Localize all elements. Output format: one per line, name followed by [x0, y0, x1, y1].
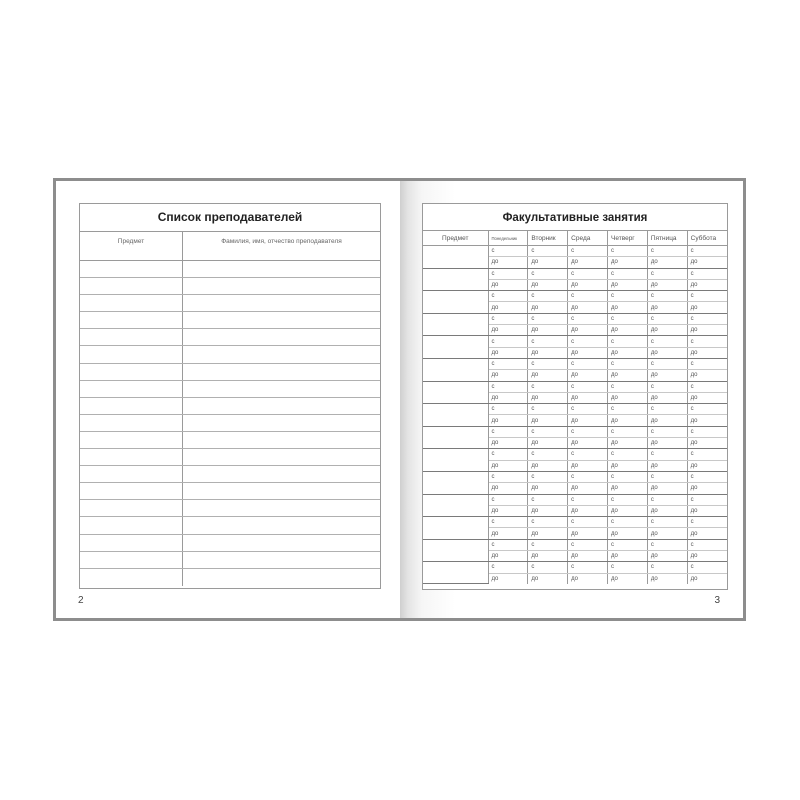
time-from-cell: с [687, 268, 727, 279]
time-to-cell: до [568, 460, 608, 471]
time-to-cell: до [568, 392, 608, 403]
time-to-cell: до [647, 347, 687, 358]
time-from-cell: с [607, 358, 647, 369]
time-to-cell: до [528, 392, 568, 403]
teacher-subject-cell [80, 432, 183, 448]
right-page [400, 181, 743, 618]
teacher-subject-cell [80, 415, 183, 431]
time-from-cell: с [528, 246, 568, 257]
day-header-thursday: Четверг [607, 231, 647, 246]
time-to-cell: до [528, 460, 568, 471]
time-from-cell: с [568, 291, 608, 302]
teacher-row [80, 329, 380, 346]
time-to-cell: до [647, 573, 687, 584]
elective-subject-cell [423, 381, 488, 404]
time-to-cell: до [607, 392, 647, 403]
time-from-cell: с [607, 404, 647, 415]
time-to-cell: до [687, 460, 727, 471]
time-to-cell: до [488, 551, 528, 562]
time-to-cell: до [687, 528, 727, 539]
time-to-cell: до [488, 528, 528, 539]
time-from-cell: с [607, 268, 647, 279]
time-to-cell: до [568, 528, 608, 539]
elective-subject-cell [423, 426, 488, 449]
teacher-subject-cell [80, 466, 183, 482]
teacher-row [80, 483, 380, 500]
time-to-cell: до [528, 370, 568, 381]
time-to-cell: до [488, 347, 528, 358]
time-from-cell: с [687, 426, 727, 437]
time-from-cell: с [607, 471, 647, 482]
time-to-cell: до [687, 483, 727, 494]
time-to-cell: до [488, 325, 528, 336]
day-header-saturday: Суббота [687, 231, 727, 246]
time-from-cell: с [568, 562, 608, 573]
time-from-cell: с [607, 313, 647, 324]
time-to-cell: до [528, 483, 568, 494]
time-from-cell: с [568, 539, 608, 550]
time-from-cell: с [488, 381, 528, 392]
teacher-subject-cell [80, 346, 183, 362]
teacher-subject-cell [80, 329, 183, 345]
time-from-cell: с [488, 517, 528, 528]
electives-rows [423, 246, 727, 584]
teachers-list-table [79, 203, 381, 589]
time-to-cell: до [488, 505, 528, 516]
time-to-cell: до [687, 505, 727, 516]
teacher-row [80, 466, 380, 483]
teacher-name-cell [183, 483, 380, 499]
time-to-cell: до [647, 483, 687, 494]
teacher-subject-cell [80, 295, 183, 311]
time-from-cell: с [687, 336, 727, 347]
time-from-cell: с [488, 246, 528, 257]
time-to-cell: до [568, 415, 608, 426]
page-number-left: 2 [78, 595, 84, 606]
time-to-cell: до [488, 279, 528, 290]
time-to-cell: до [647, 460, 687, 471]
time-to-cell: до [607, 257, 647, 268]
teacher-name-cell [183, 500, 380, 516]
time-to-cell: до [528, 347, 568, 358]
teacher-row [80, 381, 380, 398]
time-from-cell: с [647, 517, 687, 528]
time-from-cell: с [647, 426, 687, 437]
electives-header-row [423, 231, 727, 246]
electives-schedule-grid [423, 231, 727, 584]
teacher-subject-cell [80, 398, 183, 414]
time-from-cell: с [607, 336, 647, 347]
open-book-spread [53, 178, 746, 621]
time-to-cell: до [687, 415, 727, 426]
time-from-cell: с [607, 539, 647, 550]
time-from-cell: с [528, 517, 568, 528]
teacher-subject-cell [80, 535, 183, 551]
time-from-cell: с [568, 246, 608, 257]
time-to-cell: до [568, 347, 608, 358]
electives-subject-header: Предмет [423, 231, 488, 246]
elective-subject-cell [423, 562, 488, 584]
time-to-cell: до [488, 370, 528, 381]
teacher-row [80, 500, 380, 517]
time-to-cell: до [690, 575, 698, 582]
elective-row-from [423, 494, 727, 505]
time-from-cell: с [488, 562, 528, 573]
teachers-list-rows [80, 261, 380, 586]
elective-row-from [423, 336, 727, 347]
time-to-cell: до [607, 325, 647, 336]
time-from-cell: с [687, 381, 727, 392]
teacher-name-cell [183, 312, 380, 328]
elective-row-from [423, 313, 727, 324]
time-to-cell: до [528, 573, 568, 584]
time-from-cell: с [568, 494, 608, 505]
teacher-name-cell [183, 535, 380, 551]
time-from-cell: с [528, 313, 568, 324]
teacher-row [80, 398, 380, 415]
elective-row-from [423, 268, 727, 279]
teacher-name-cell [183, 364, 380, 380]
time-to-cell: до [528, 551, 568, 562]
time-to-cell: до [607, 438, 647, 449]
time-from-cell: с [488, 494, 528, 505]
teacher-name-cell [183, 517, 380, 533]
time-from-cell: с [488, 336, 528, 347]
time-from-cell: с [568, 358, 608, 369]
teacher-subject-cell [80, 261, 183, 277]
teacher-name-column-header: Фамилия, имя, отчество преподавателя [221, 238, 342, 245]
elective-row-from [423, 381, 727, 392]
time-to-cell: до [647, 438, 687, 449]
time-from-cell: с [607, 562, 647, 573]
time-to-cell: до [647, 415, 687, 426]
time-to-cell: до [687, 279, 727, 290]
teacher-name-cell [183, 398, 380, 414]
teacher-row [80, 432, 380, 449]
time-to-cell: до [647, 392, 687, 403]
time-to-cell: до [687, 325, 727, 336]
time-to-cell: до [607, 415, 647, 426]
time-from-cell: с [488, 471, 528, 482]
time-to-cell: до [528, 415, 568, 426]
time-to-cell: до [607, 370, 647, 381]
teacher-subject-cell [80, 552, 183, 568]
left-page [56, 181, 400, 618]
time-from-cell: с [687, 246, 727, 257]
time-from-cell: с [568, 404, 608, 415]
time-to-cell: до [687, 257, 727, 268]
time-from-cell: с [528, 426, 568, 437]
time-from-cell: с [647, 246, 687, 257]
time-to-cell: до [568, 325, 608, 336]
teacher-name-cell [183, 432, 380, 448]
teacher-subject-cell [80, 364, 183, 380]
page-number-right: 3 [714, 595, 720, 606]
subject-column-header: Предмет [117, 238, 145, 245]
teacher-row [80, 364, 380, 381]
time-from-cell: с [528, 494, 568, 505]
time-from-cell: с [687, 562, 727, 573]
time-from-cell: с [488, 313, 528, 324]
time-to-cell: до [568, 438, 608, 449]
time-from-cell: с [488, 404, 528, 415]
time-to-cell: до [568, 370, 608, 381]
time-to-cell: до [607, 347, 647, 358]
teacher-subject-cell [80, 483, 183, 499]
teacher-name-cell [183, 295, 380, 311]
time-from-cell: с [528, 336, 568, 347]
elective-subject-cell [423, 336, 488, 359]
time-from-cell: с [647, 562, 687, 573]
time-from-cell: с [528, 562, 568, 573]
time-from-cell: с [687, 291, 727, 302]
time-from-cell: с [647, 539, 687, 550]
day-header-wednesday: Среда [568, 231, 608, 246]
elective-subject-cell [423, 246, 488, 269]
time-to-cell: до [568, 257, 608, 268]
time-to-cell: до [528, 505, 568, 516]
time-from-cell: с [687, 358, 727, 369]
teachers-list-header [80, 232, 380, 261]
time-from-cell: с [607, 291, 647, 302]
time-from-cell: с [607, 517, 647, 528]
elective-subject-cell [423, 313, 488, 336]
time-to-cell: до [687, 551, 727, 562]
teacher-name-cell [183, 329, 380, 345]
time-to-cell: до [488, 302, 528, 313]
elective-row-from [423, 471, 727, 482]
time-to-cell: до [687, 347, 727, 358]
time-to-cell: до [647, 528, 687, 539]
teacher-subject-cell [80, 517, 183, 533]
time-to-cell: до [488, 257, 528, 268]
elective-subject-cell [423, 471, 488, 494]
teacher-name-cell [183, 278, 380, 294]
teacher-row [80, 517, 380, 534]
time-to-cell: до [647, 257, 687, 268]
teacher-row [80, 278, 380, 295]
teacher-row [80, 312, 380, 329]
time-from-cell: с [687, 471, 727, 482]
time-to-cell: до [528, 279, 568, 290]
time-from-cell: с [568, 449, 608, 460]
time-to-cell: до [647, 325, 687, 336]
time-from-cell: с [528, 539, 568, 550]
time-to-cell: до [647, 505, 687, 516]
time-to-cell: до [488, 392, 528, 403]
time-to-cell: до [687, 370, 727, 381]
time-from-cell: с [488, 268, 528, 279]
time-to-cell: до [568, 505, 608, 516]
time-to-cell: до [607, 505, 647, 516]
time-from-cell: с [528, 291, 568, 302]
elective-row-from [423, 246, 727, 257]
time-from-cell: с [528, 471, 568, 482]
elective-subject-cell [423, 358, 488, 381]
elective-subject-cell [423, 291, 488, 314]
day-header-monday: Понедельник [488, 231, 528, 246]
elective-row-from [423, 517, 727, 528]
elective-row-from [423, 426, 727, 437]
time-from-cell: с [528, 404, 568, 415]
time-from-cell: с [607, 426, 647, 437]
time-to-cell: до [647, 302, 687, 313]
time-to-cell: до [607, 302, 647, 313]
teacher-name-cell [183, 552, 380, 568]
teacher-name-cell [183, 449, 380, 465]
time-from-cell: с [647, 313, 687, 324]
time-from-cell: с [647, 291, 687, 302]
time-from-cell: с [528, 358, 568, 369]
time-to-cell: до [528, 438, 568, 449]
teachers-list-title: Список преподавателей [80, 204, 380, 232]
time-to-cell: до [568, 573, 608, 584]
elective-subject-cell [423, 268, 488, 291]
teacher-subject-cell [80, 312, 183, 328]
time-to-cell: до [568, 279, 608, 290]
time-to-cell: до [488, 573, 528, 584]
teacher-subject-cell [80, 381, 183, 397]
day-header-friday: Пятница [647, 231, 687, 246]
time-to-cell: до [488, 483, 528, 494]
time-to-cell: до [647, 370, 687, 381]
teacher-row [80, 535, 380, 552]
time-from-cell: с [647, 268, 687, 279]
teacher-row [80, 552, 380, 569]
time-from-cell: с [607, 246, 647, 257]
teacher-name-cell [183, 569, 380, 586]
time-to-cell: до [607, 483, 647, 494]
time-from-cell: с [568, 268, 608, 279]
teacher-name-cell [183, 261, 380, 277]
time-from-cell: с [607, 449, 647, 460]
time-to-cell: до [607, 528, 647, 539]
teacher-name-cell [183, 381, 380, 397]
time-from-cell: с [568, 313, 608, 324]
time-to-cell: до [488, 460, 528, 471]
time-from-cell: с [647, 381, 687, 392]
elective-row-from [423, 539, 727, 550]
time-from-cell: с [568, 471, 608, 482]
teacher-row [80, 449, 380, 466]
teacher-subject-cell [80, 278, 183, 294]
teacher-row [80, 569, 380, 586]
elective-row-from [423, 562, 727, 573]
time-from-cell: с [568, 336, 608, 347]
elective-subject-cell [423, 494, 488, 517]
teacher-subject-cell [80, 500, 183, 516]
time-from-cell: с [687, 404, 727, 415]
time-from-cell: с [647, 494, 687, 505]
time-from-cell: с [687, 449, 727, 460]
time-to-cell: до [607, 279, 647, 290]
time-from-cell: с [568, 426, 608, 437]
elective-row-from [423, 404, 727, 415]
teacher-name-cell [183, 466, 380, 482]
time-to-cell: до [687, 438, 727, 449]
elective-row-from [423, 291, 727, 302]
time-from-cell: с [687, 539, 727, 550]
time-to-cell: до [528, 257, 568, 268]
time-from-cell: с [647, 471, 687, 482]
time-to-cell: до [568, 302, 608, 313]
time-to-cell: до [488, 415, 528, 426]
time-from-cell: с [647, 358, 687, 369]
time-from-cell: с [528, 381, 568, 392]
time-from-cell: с [647, 404, 687, 415]
time-from-cell: с [647, 336, 687, 347]
time-to-cell: до [607, 460, 647, 471]
time-from-cell: с [687, 494, 727, 505]
time-from-cell: с [528, 449, 568, 460]
teacher-row [80, 295, 380, 312]
time-from-cell: с [568, 381, 608, 392]
time-from-cell: с [607, 494, 647, 505]
time-to-cell: до [607, 551, 647, 562]
teacher-name-cell [183, 415, 380, 431]
time-from-cell: с [488, 426, 528, 437]
time-to-cell: до [568, 483, 608, 494]
teacher-subject-cell [80, 569, 183, 586]
teacher-row [80, 415, 380, 432]
time-to-cell: до [607, 573, 647, 584]
time-from-cell: с [687, 313, 727, 324]
time-from-cell: с [568, 517, 608, 528]
elective-subject-cell [423, 449, 488, 472]
elective-subject-cell [423, 404, 488, 427]
elective-subject-cell [423, 539, 488, 562]
teacher-subject-cell [80, 449, 183, 465]
time-to-cell: до [488, 438, 528, 449]
time-to-cell: до [687, 302, 727, 313]
time-to-cell: до [528, 325, 568, 336]
time-from-cell: с [488, 449, 528, 460]
time-from-cell: с [488, 539, 528, 550]
time-from-cell: с [607, 381, 647, 392]
time-from-cell: с [687, 517, 727, 528]
day-header-tuesday: Вторник [528, 231, 568, 246]
teacher-row [80, 346, 380, 363]
teacher-row [80, 261, 380, 278]
time-from-cell: с [647, 449, 687, 460]
time-from-cell: с [488, 358, 528, 369]
elective-subject-cell [423, 517, 488, 540]
time-from-cell: с [488, 291, 528, 302]
time-to-cell: до [528, 528, 568, 539]
teacher-name-cell [183, 346, 380, 362]
time-to-cell: до [647, 279, 687, 290]
time-to-cell: до [568, 551, 608, 562]
time-from-cell: с [528, 268, 568, 279]
time-to-cell: до [687, 392, 727, 403]
time-to-cell: до [528, 302, 568, 313]
elective-row-from [423, 449, 727, 460]
time-to-cell: до [647, 551, 687, 562]
electives-title: Факультативные занятия [423, 204, 727, 231]
electives-table [422, 203, 728, 590]
elective-row-from [423, 358, 727, 369]
